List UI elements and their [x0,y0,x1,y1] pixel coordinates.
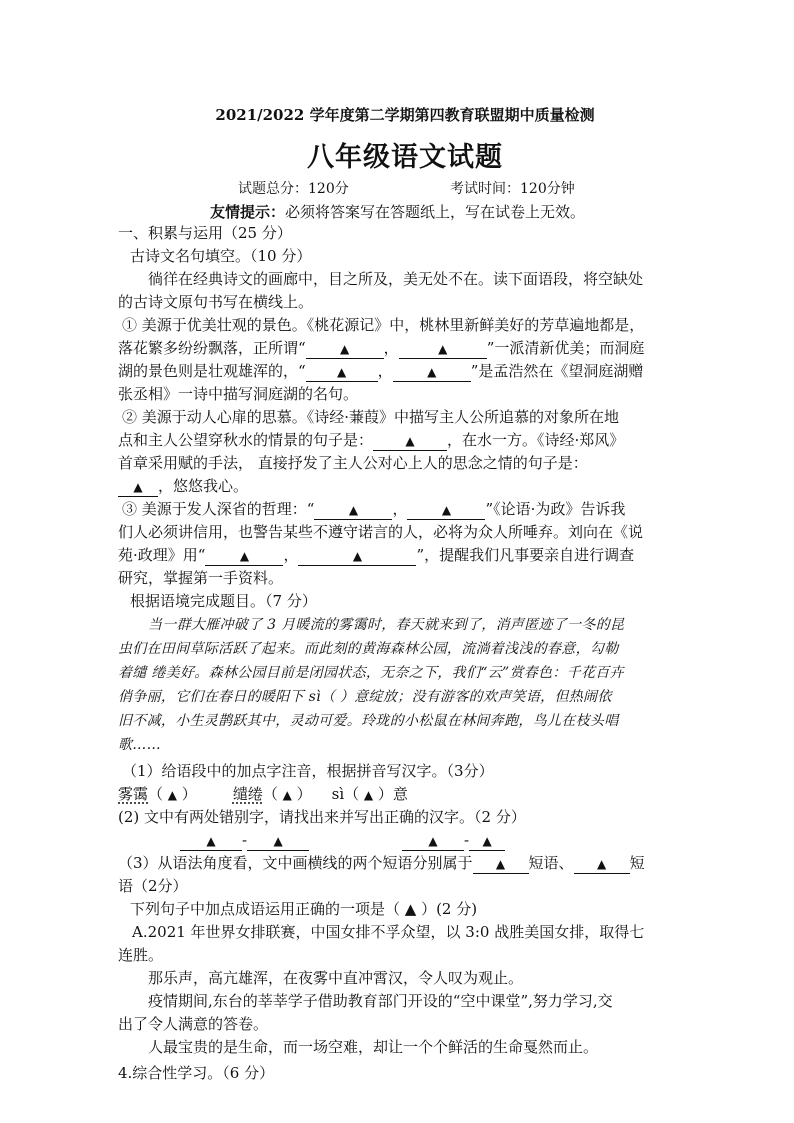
q1-intro-cont: 的古诗文原句书写在横线上。 [118,293,314,311]
triangle-icon: ▲ [239,549,250,563]
triangle-icon: ▲ [273,834,283,848]
q1-intro: 徜徉在经典诗文的画廊中，目之所及，美无处不在。读下面语段，将空缺处 [148,270,644,288]
q4-title: 4.综合性学习。（6 分） [118,1064,275,1082]
answer-blank[interactable] [205,547,283,566]
text-segment: ”《论语·为政》告诉我 [485,500,626,518]
answer-blank[interactable] [407,501,485,520]
triangle-icon: ▲ [596,857,607,871]
q2-sub3-line2: 语（2分） [118,877,188,895]
answer-blank[interactable] [180,832,242,851]
text-segment: 苑·政理》用“ [118,546,206,564]
q3-option-c: 疫情期间,东台的莘莘学子借助教育部门开设的“空中课堂”,努力学习,交 [148,992,613,1010]
q3-option-a-cont: 连胜。 [118,946,164,964]
q1-part2-line4 [118,476,248,497]
text-segment: ， [377,362,393,380]
passage-line: 旧不减，小生灵鹊跃其中，灵动可爱。玲珑的小松鼠在林间奔跑，鸟儿在枝头唱 [118,713,619,729]
q3-option-a: A.2021 年世界女排联赛，中国女排不孚众望，以 3:0 战胜美国女排，取得七 [132,923,645,941]
triangle-icon: ▲ [352,549,363,563]
answer-blank[interactable] [314,501,392,520]
q3-title: 下列句子中加点成语运用正确的一项是（ ▲ ）(2 分) [130,900,478,918]
text-segment: 点和主人公望穿秋水的情景的句子是： [118,431,374,449]
text-segment: - [242,831,248,849]
q1-part3-line3 [118,545,634,566]
triangle-icon: ▲ [428,834,438,848]
tip-text: 必须将答案写在答题纸上，写在试卷上无效。 [285,203,586,221]
q1-part2-line1: ② 美源于动人心扉的思慕。《诗经·蒹葭》中描写主人公所追慕的对象所在地 [122,408,620,426]
tip-label: 友情提示： [210,203,286,221]
text-segment: ，在水一方。《诗经·郑风》 [447,431,625,449]
q1-part3-line4: 研究，掌握第一手资料。 [118,569,284,587]
triangle-icon: ▲ [495,857,506,871]
passage-line: 歌…… [118,737,161,753]
text-segment: 雾霭 [118,785,149,803]
triangle-icon: ▲ [337,365,347,379]
passage-line: 俏争丽，它们在春日的暖阳下 sì（ ）意绽放；没有游客的欢声笑语，但热闹依 [118,689,612,705]
q1-part2-line3: 首章采用赋的手法， 直接抒发了主人公对心上人的思念之情的句子是： [118,454,588,472]
answer-blank[interactable] [247,832,309,851]
triangle-icon: ▲ [441,503,452,517]
text-segment: ， [392,500,408,518]
triangle-icon[interactable]: ▲ [167,788,178,802]
text-segment: 短语、 [528,854,574,872]
q2-title: 根据语境完成题目。（7 分） [130,592,317,610]
text-segment: 缱绻 [232,785,263,803]
q3-option-d: 人最宝贵的是生命，而一场空难，却让一个个鲜活的生命戛然而止。 [148,1038,599,1056]
q1-title: 古诗文名句填空。（10 分） [130,247,312,265]
text-segment: sì [331,785,345,803]
q1-part1-line1: ① 美源于优美壮观的景色。《桃花源记》中，桃林里新鲜美好的芳草遍地都是， [122,316,645,334]
triangle-icon: ▲ [206,834,216,848]
q2-sub2-answers-2 [402,830,505,851]
text-segment: ， [283,546,299,564]
q3-option-c-cont: 出了令人满意的答卷。 [118,1015,269,1033]
triangle-icon: ▲ [340,342,350,356]
text-segment: 意 [392,785,408,803]
exam-time: 考试时间：120分钟 [450,181,575,197]
q1-part2-line2 [118,430,624,451]
q1-part3-line2: 们人必须讲信用，也警告某些不遵守诺言的人，必将为众人所唾弃。刘向在《说 [118,523,644,541]
triangle-icon[interactable]: ▲ [282,788,292,802]
text-segment: ”是孟浩然在《望洞庭湖赠 [470,362,644,380]
answer-blank[interactable] [393,363,471,382]
q2-sub2: (2) 文中有两处错别字，请找出来并写出正确的汉字。（2 分） [118,808,526,826]
triangle-icon: ▲ [348,503,359,517]
q1-part3-line1 [122,499,625,520]
q2-sub1: （1）给语段中的加点字注音，根据拼音写汉字。（3分） [122,762,494,780]
passage-line: 虫们在田间草际活跃了起来。而此刻的黄海森林公园，流淌着浅浅的春意，勾勒 [118,641,619,657]
answer-blank[interactable] [473,855,529,874]
score-total: 试题总分：120分 [238,181,349,197]
text-segment: ”，提醒我们凡事要亲自进行调查 [416,546,635,564]
answer-blank[interactable] [118,478,158,497]
q1-part1-line3 [118,361,643,382]
triangle-icon[interactable]: ▲ [363,788,374,802]
q2-sub2-answers [180,830,309,851]
answer-blank[interactable] [399,340,487,359]
triangle-icon: ▲ [133,480,143,494]
exam-title: 2021/2022 学年度第二学期第四教育联盟期中质量检测 [215,106,595,124]
q1-part1-line4: 张丞相》一诗中描写洞庭湖的名句。 [118,385,359,403]
q3-option-b: 那乐声，高亢雄浑，在夜雾中直冲霄汉，令人叹为观止。 [148,969,524,987]
triangle-icon: ▲ [427,365,437,379]
text-segment: 短 [629,854,645,872]
answer-blank[interactable] [469,832,505,851]
q1-part1-line2 [118,338,644,359]
answer-blank[interactable] [306,363,378,382]
passage-line: 着缱 绻美好。森林公园目前是闭园状态，无奈之下，我们“云”赏春色：千花百卉 [118,665,624,681]
section1-title: 一、积累与运用（25 分） [118,224,292,242]
text-segment: 湖的景色则是壮观雄浑的，“ [118,362,306,380]
q2-sub1-answers: 雾霭（ ▲ ） 缱绻（ ▲ ） sì（ ▲ ）意 [118,785,408,803]
text-segment: - [464,831,470,849]
answer-blank[interactable] [402,832,464,851]
triangle-icon: ▲ [405,434,415,448]
answer-blank[interactable] [298,547,416,566]
text-segment: ，悠悠我心。 [158,477,249,495]
text-segment: ”一派清新优美；而洞庭 [486,339,645,357]
text-segment: ③ 美源于发人深省的哲理：“ [122,500,315,518]
answer-blank[interactable] [574,855,630,874]
text-segment: （3）从语法角度看，文中画横线的两个短语分别属于 [118,854,473,872]
tip-line [210,202,585,222]
text-segment: 落花繁多纷纷飘落，正所谓“ [118,339,306,357]
main-title: 八年级语文试题 [307,142,503,173]
answer-blank[interactable] [306,340,384,359]
answer-blank[interactable] [373,432,447,451]
passage-line: 当一群大雁冲破了 3 月暖流的雾霭时，春天就来到了，消声匿迹了一冬的昆 [148,617,625,633]
triangle-icon: ▲ [438,342,448,356]
triangle-icon: ▲ [482,834,492,848]
text-segment: ， [383,339,399,357]
q2-sub3-line1 [118,853,645,874]
